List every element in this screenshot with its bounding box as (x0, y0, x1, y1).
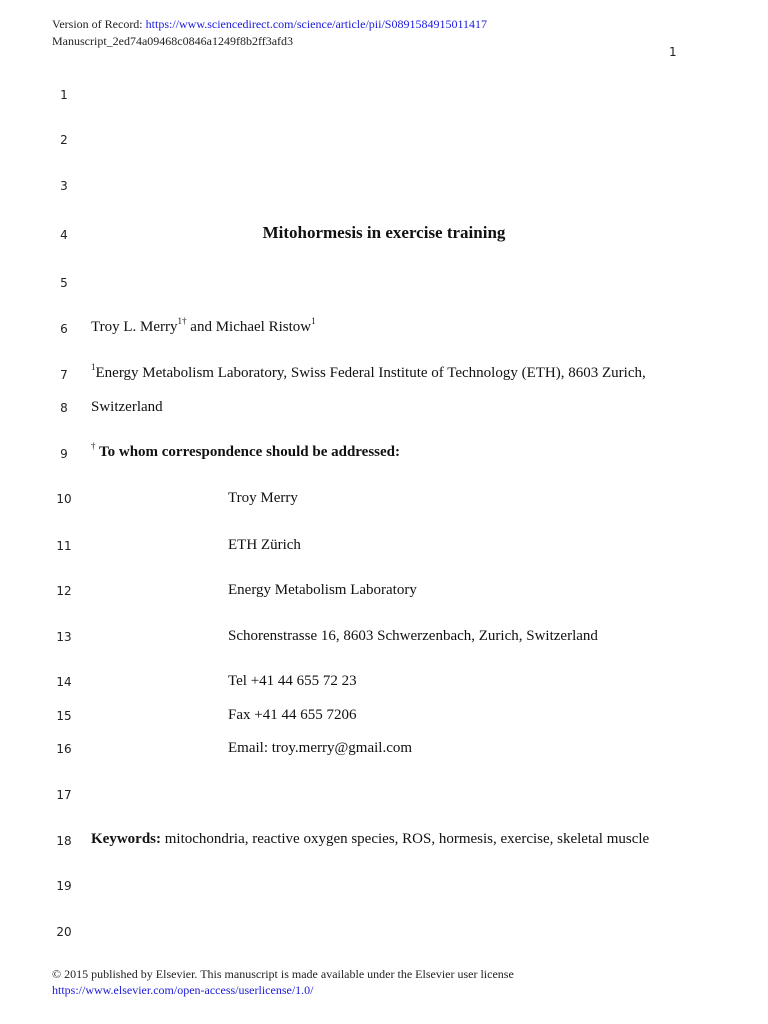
line-number: 3 (60, 179, 68, 193)
line-number: 11 (56, 539, 72, 553)
author-line (91, 318, 316, 336)
version-of-record-line (52, 17, 487, 31)
line-number: 9 (60, 447, 68, 461)
line-number: 5 (60, 276, 68, 290)
correspondence-name: Troy Merry (228, 490, 298, 506)
author-name: Troy L. Merry (91, 319, 178, 335)
page-number: 1 (669, 45, 677, 59)
correspondence-address: Schorenstrasse 16, 8603 Schwerzenbach, Zurich, Switzerland (228, 628, 598, 644)
line-number: 2 (60, 133, 68, 147)
correspondence-tel: Tel +41 44 655 72 23 (228, 673, 357, 689)
line-number: 4 (60, 228, 68, 242)
line-number: 13 (56, 630, 72, 644)
correspondence-marker: † (91, 441, 96, 451)
license-text: © 2015 published by Elsevier. This manuscript is made available under the Elsevier user license (52, 967, 514, 981)
author-name: Michael Ristow (215, 319, 312, 335)
manuscript-id: Manuscript_2ed74a09468c0846a1249f8b2ff3afd3 (52, 34, 294, 48)
line-number: 7 (60, 368, 68, 382)
line-number: 10 (56, 492, 72, 506)
keywords-label: Keywords: (91, 831, 161, 847)
keywords-line (91, 830, 649, 848)
affiliation-marker: 1 (91, 362, 96, 372)
version-of-record-link[interactable]: https://www.sciencedirect.com/science/article/pii/S0891584915011417 (145, 17, 488, 31)
affiliation-text: Energy Metabolism Laboratory, Swiss Federal Institute of Technology (ETH), 8603 Zurich, (95, 365, 646, 381)
correspondence-email: Email: troy.merry@gmail.com (228, 740, 413, 756)
author-affiliation-marker: 1 (311, 316, 316, 326)
correspondence-fax: Fax +41 44 655 7206 (228, 707, 357, 723)
version-label: Version of Record: (52, 17, 146, 31)
line-number: 6 (60, 322, 68, 336)
correspondence-heading (91, 443, 400, 461)
line-number: 14 (56, 675, 72, 689)
line-number: 17 (56, 788, 72, 802)
paper-title: Mitohormesis in exercise training (262, 223, 506, 242)
affiliation-continuation: Switzerland (91, 399, 163, 415)
line-number: 12 (56, 584, 72, 598)
correspondence-lab: Energy Metabolism Laboratory (228, 582, 417, 598)
keywords-text: mitochondria, reactive oxygen species, ROS, hormesis, exercise, skeletal muscle (161, 831, 650, 847)
correspondence-institution: ETH Zürich (228, 537, 301, 553)
correspondence-heading-text: To whom correspondence should be addressed: (95, 444, 400, 460)
line-number: 15 (56, 709, 72, 723)
license-link[interactable]: https://www.elsevier.com/open-access/userlicense/1.0/ (52, 983, 314, 997)
line-number: 18 (56, 834, 72, 848)
line-number: 20 (56, 925, 72, 939)
author-connector: and (186, 319, 216, 335)
line-number: 19 (56, 879, 72, 893)
author-affiliation-marker: 1† (177, 316, 187, 326)
line-number: 8 (60, 401, 68, 415)
line-number: 16 (56, 742, 72, 756)
affiliation-line (91, 364, 646, 382)
line-number: 1 (60, 88, 68, 102)
